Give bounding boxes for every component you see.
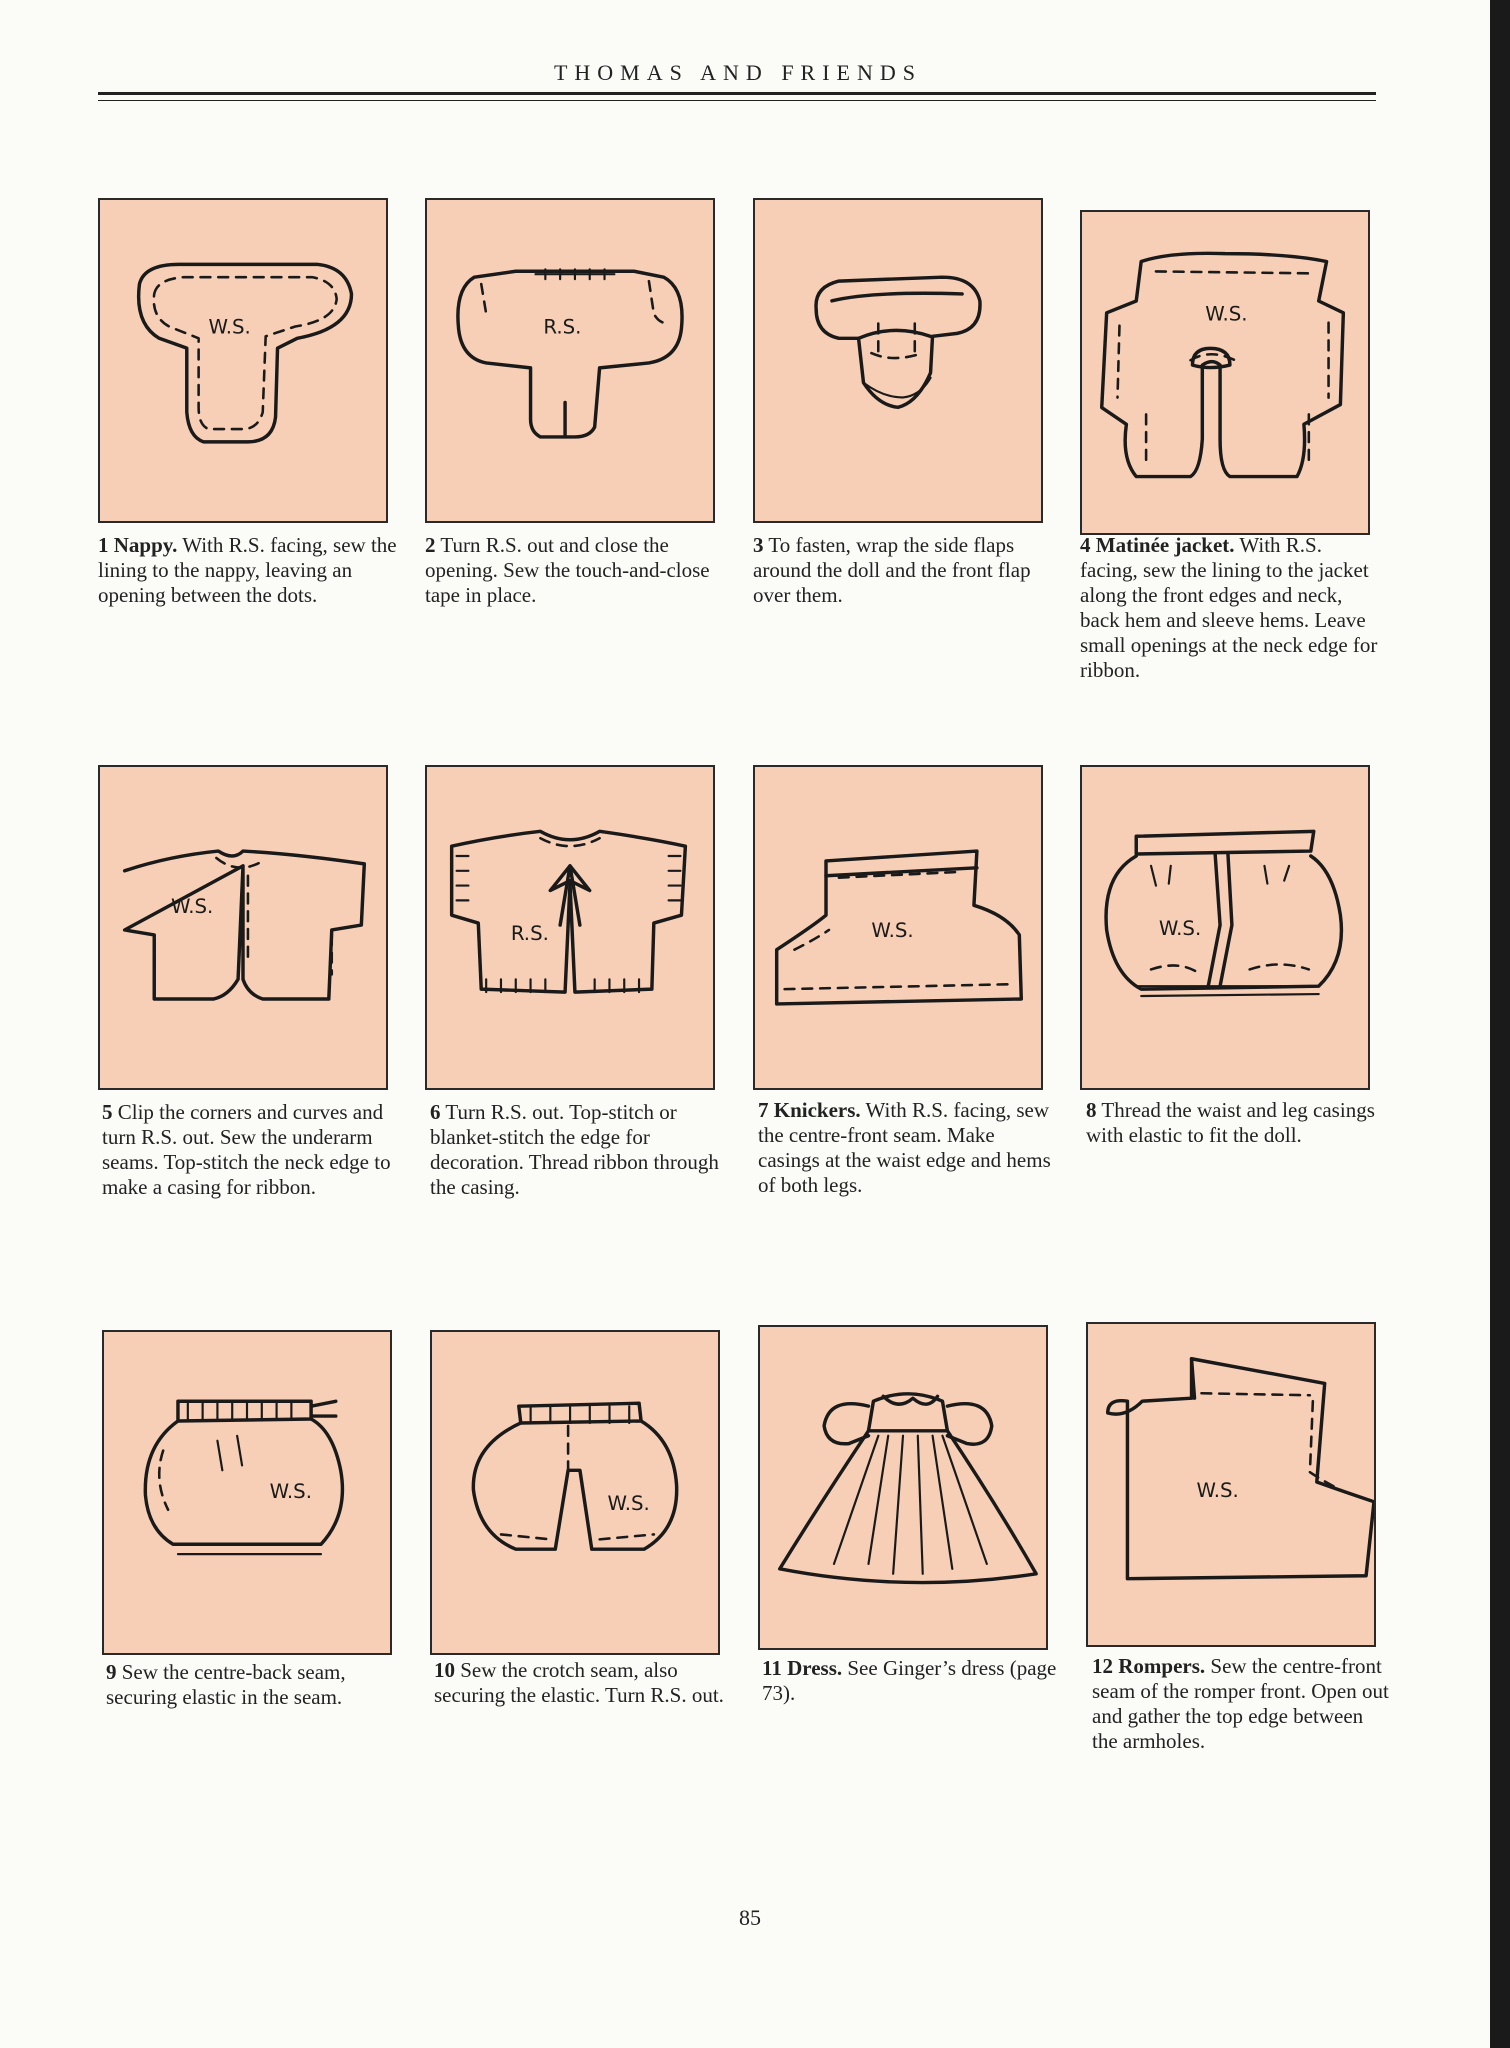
step-1-illustration xyxy=(98,198,388,523)
step-6-illustration xyxy=(425,765,715,1090)
step-2-caption: 2 Turn R.S. out and close the opening. Sew the touch-and-close tape in place. xyxy=(425,533,710,607)
step-2-illustration xyxy=(425,198,715,523)
step-9-caption: 9 Sew the centre-back seam, securing elastic in the seam. xyxy=(106,1660,346,1709)
step-5-caption: 5 Clip the corners and curves and turn R.S. out. Sew the underarm seams. Top-stitch the neck edge to make a casing for ribbon. xyxy=(102,1100,391,1199)
step-11-illustration xyxy=(758,1325,1048,1650)
step-10-illustration xyxy=(430,1330,720,1655)
svg-text:R.S.: R.S. xyxy=(543,315,582,339)
step-11-caption: 11 Dress. See Ginger’s dress (page 73). xyxy=(762,1656,1057,1705)
svg-text:W.S.: W.S. xyxy=(269,1479,312,1503)
step-3-illustration xyxy=(753,198,1043,523)
svg-text:W.S.: W.S. xyxy=(607,1491,650,1515)
running-header: THOMAS AND FRIENDS xyxy=(553,60,923,85)
svg-text:W.S.: W.S. xyxy=(1205,302,1248,326)
step-7-illustration xyxy=(753,765,1043,1090)
step-8-caption: 8 Thread the waist and leg casings with elastic to fit the doll. xyxy=(1086,1098,1375,1147)
step-1-caption: 1 Nappy. With R.S. facing, sew the lining to the nappy, leaving an opening between the dots. xyxy=(98,533,397,607)
svg-text:R.S.: R.S. xyxy=(510,921,549,945)
step-5-illustration xyxy=(98,765,388,1090)
svg-text:W.S.: W.S. xyxy=(1196,1478,1239,1502)
svg-text:W.S.: W.S. xyxy=(1158,916,1202,940)
step-10-caption: 10 Sew the crotch seam, also securing the elastic. Turn R.S. out. xyxy=(434,1658,724,1707)
page-number: 85 xyxy=(739,1905,761,1930)
step-3-caption: 3 To fasten, wrap the side flaps around the doll and the front flap over them. xyxy=(753,533,1031,607)
svg-text:W.S.: W.S. xyxy=(871,918,914,942)
step-4-caption: 4 Matinée jacket. With R.S. facing, sew the lining to the jacket along the front edges and neck, back hem and sleeve hems. Leave small openings at the neck edge for ribbon. xyxy=(1080,533,1378,682)
header-rule-thin xyxy=(98,100,1376,101)
step-9-illustration xyxy=(102,1330,392,1655)
step-12-illustration xyxy=(1086,1322,1376,1647)
step-7-caption: 7 Knickers. With R.S. facing, sew the centre-front seam. Make casings at the waist edge and hems of both legs. xyxy=(758,1098,1051,1197)
step-8-illustration xyxy=(1080,765,1370,1090)
step-12-caption: 12 Rompers. Sew the centre-front seam of the romper front. Open out and gather the top edge between the armholes. xyxy=(1092,1654,1389,1753)
step-6-caption: 6 Turn R.S. out. Top-stitch or blanket-stitch the edge for decoration. Thread ribbon through the casing. xyxy=(430,1100,719,1199)
header-rule xyxy=(98,92,1376,95)
step-4-illustration xyxy=(1080,210,1370,535)
svg-text:W.S.: W.S. xyxy=(171,895,214,919)
svg-text:W.S.: W.S. xyxy=(208,315,251,339)
